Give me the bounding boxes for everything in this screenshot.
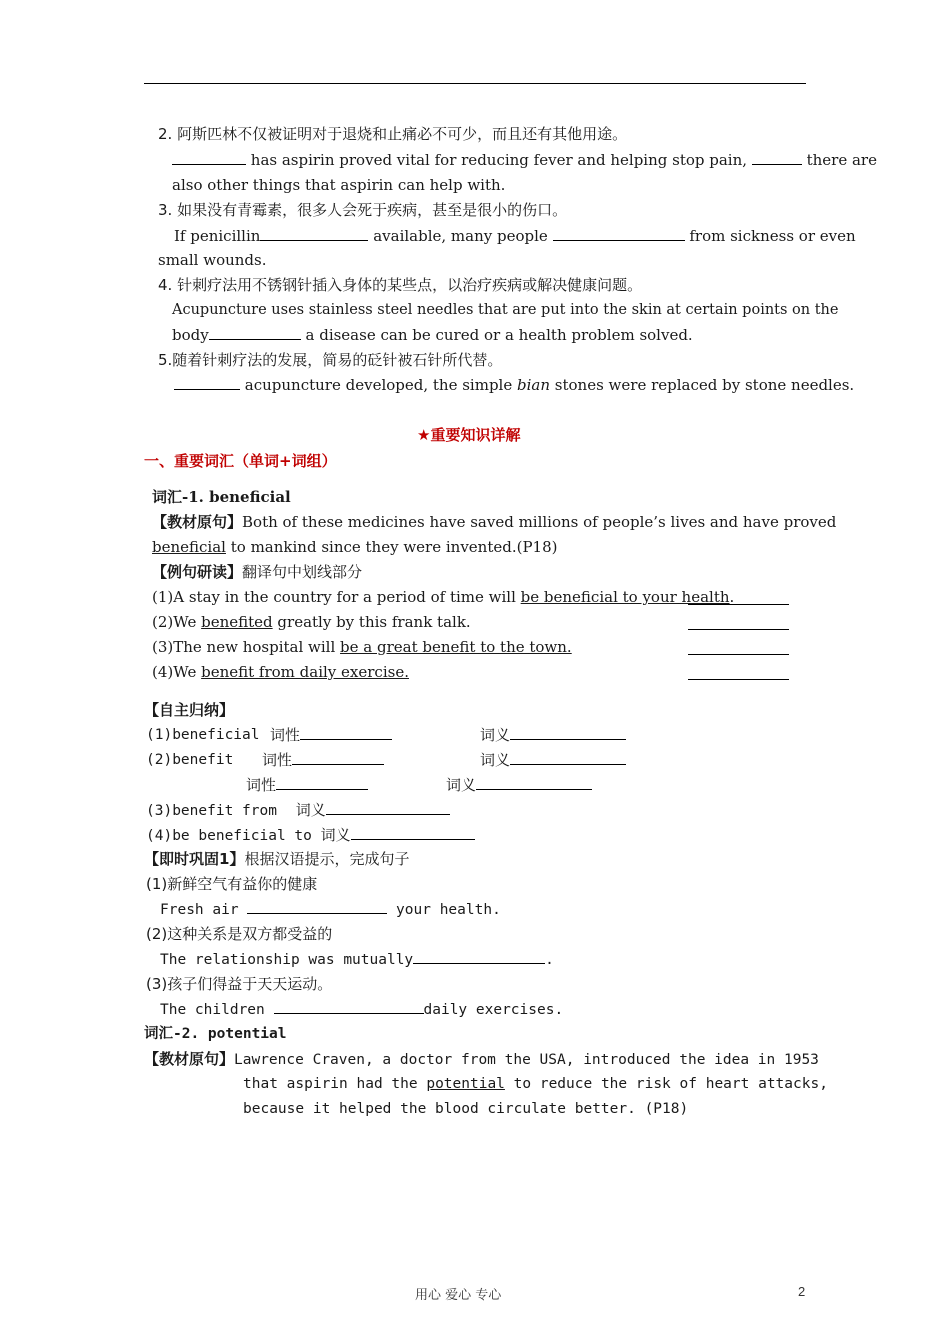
practice-1-english	[160, 899, 501, 920]
summary-3	[146, 800, 450, 821]
answer-blank[interactable]	[752, 150, 802, 165]
item-2-chinese: 2. 阿斯匹林不仅被证明对于退烧和止痛必不可少，而且还有其他用途。	[158, 125, 628, 143]
meaning-label: 词义	[295, 801, 326, 819]
vocab-1-example-heading	[152, 562, 362, 582]
practice-tag: 【即时巩固1】	[144, 850, 245, 868]
answer-blank[interactable]	[209, 325, 301, 340]
answer-blank[interactable]	[292, 750, 384, 765]
pos-label: 词性	[246, 776, 277, 794]
header-rule	[144, 83, 806, 84]
summary-tag: 【自主归纳】	[144, 701, 235, 719]
example-tag: 【例句研读】	[152, 563, 243, 581]
source-text: Both of these medicines have saved millions of people’s lives and have proved	[242, 513, 837, 531]
practice-3-english	[160, 999, 563, 1020]
summary-word: (4)be beneficial to	[146, 828, 312, 844]
practice-text: Fresh air	[160, 902, 239, 918]
answer-blank[interactable]	[260, 226, 368, 241]
example-text: greatly by this frank talk.	[277, 613, 471, 631]
example-4	[152, 662, 409, 682]
example-2	[152, 612, 471, 632]
summary-2-meaning-b	[446, 775, 592, 795]
source-text: Lawrence Craven, a doctor from the USA, introduced the idea in 1953	[234, 1052, 819, 1068]
example-text: (2)We	[152, 613, 197, 631]
meaning-label: 词义	[480, 751, 511, 769]
summary-word: (3)benefit from	[146, 803, 277, 819]
item-2-english-line1	[172, 150, 877, 170]
practice-text: The relationship was mutually	[160, 952, 414, 968]
section-title: ★重要知识详解	[417, 426, 521, 444]
translation-blank[interactable]	[688, 604, 789, 605]
practice-heading	[144, 849, 409, 869]
heading-important-vocab: 一、重要词汇（单词+词组）	[144, 452, 337, 470]
page-number: 2	[798, 1284, 806, 1299]
translation-blank[interactable]	[688, 679, 789, 680]
meaning-label: 词义	[446, 776, 477, 794]
summary-1-pos	[270, 725, 392, 745]
practice-1-chinese: (1)新鲜空气有益你的健康	[146, 875, 318, 893]
answer-blank[interactable]	[510, 725, 626, 740]
sentence-text: from sickness or even	[689, 227, 856, 245]
summary-2-word: (2)benefit	[146, 752, 234, 768]
item-5-english	[174, 375, 854, 395]
item-4-chinese: 4. 针刺疗法用不锈钢针插入身体的某些点，以治疗疾病或解决健康问题。	[158, 276, 643, 294]
vocab-2-source-line3: because it helped the blood circulate better. (P18)	[243, 1101, 689, 1117]
answer-blank[interactable]	[300, 725, 392, 740]
page-footer: 用心 爱心 专心	[415, 1288, 502, 1303]
answer-blank[interactable]	[274, 999, 424, 1014]
underlined-word: potential	[426, 1076, 505, 1092]
underlined-phrase: benefited	[201, 613, 273, 631]
practice-2-english	[160, 949, 554, 970]
answer-blank[interactable]	[174, 375, 240, 390]
summary-1-word: (1)beneficial	[146, 727, 260, 743]
source-tag: 【教材原句】	[144, 1050, 235, 1068]
answer-blank[interactable]	[476, 775, 592, 790]
answer-blank[interactable]	[326, 800, 450, 815]
vocab-1-source-line2	[152, 537, 558, 557]
example-text: (1)A stay in the country for a period of time will	[152, 588, 516, 606]
source-text: to reduce the risk of heart attacks,	[513, 1076, 828, 1092]
answer-blank[interactable]	[553, 226, 685, 241]
item-4-english-line1: Acupuncture uses stainless steel needles that are put into the skin at certain points on the	[172, 302, 839, 318]
practice-text: .	[545, 952, 554, 968]
answer-blank[interactable]	[413, 949, 545, 964]
item-3-english-line1	[174, 226, 856, 246]
source-text: that aspirin had the	[243, 1076, 418, 1092]
example-text: (3)The new hospital will	[152, 638, 336, 656]
practice-instruction: 根据汉语提示，完成句子	[244, 850, 410, 868]
source-text: to mankind since they were invented.(P18)	[230, 538, 558, 556]
source-tag: 【教材原句】	[152, 513, 243, 531]
meaning-label: 词义	[480, 726, 511, 744]
item-3-chinese: 3. 如果没有青霉素，很多人会死于疾病，甚至是很小的伤口。	[158, 201, 568, 219]
summary-2-pos	[262, 750, 384, 770]
italic-term: bian	[517, 376, 551, 394]
practice-text: your health.	[396, 902, 501, 918]
vocab-2-source-line2	[243, 1074, 828, 1094]
example-instruction: 翻译句中划线部分	[242, 563, 363, 581]
answer-blank[interactable]	[510, 750, 626, 765]
summary-2-pos-b	[246, 775, 368, 795]
sentence-text: a disease can be cured or a health problem solved.	[305, 326, 693, 344]
item-4-english-line2	[172, 325, 693, 345]
underlined-phrase: be a great benefit to the town.	[340, 638, 572, 656]
pos-label: 词性	[270, 726, 301, 744]
answer-blank[interactable]	[351, 825, 475, 840]
answer-blank[interactable]	[247, 899, 387, 914]
meaning-label: 词义	[320, 826, 351, 844]
answer-blank[interactable]	[276, 775, 368, 790]
example-3	[152, 637, 572, 657]
vocab-2-source-line1	[144, 1049, 819, 1070]
sentence-text: stones were replaced by stone needles.	[554, 376, 855, 394]
practice-3-chinese: (3)孩子们得益于天天运动。	[146, 975, 333, 993]
summary-4	[146, 825, 475, 846]
vocab-1-source-line1	[152, 512, 836, 532]
sentence-text: If penicillin	[174, 227, 261, 245]
practice-text: daily exercises.	[423, 1002, 564, 1018]
item-2-english-line2: also other things that aspirin can help with.	[172, 176, 506, 194]
sentence-text: available, many people	[373, 227, 548, 245]
sentence-text: has aspirin proved vital for reducing fever and helping stop pain,	[250, 151, 748, 169]
underlined-phrase: be beneficial to your health	[520, 588, 730, 606]
item-3-english-line2: small wounds.	[158, 251, 267, 269]
practice-text: The children	[160, 1002, 265, 1018]
sentence-text: acupuncture developed, the simple	[244, 376, 513, 394]
pos-label: 词性	[262, 751, 293, 769]
translation-blank[interactable]	[688, 629, 789, 630]
vocab-1-title: 词汇-1. beneficial	[152, 488, 291, 506]
practice-2-chinese: (2)这种关系是双方都受益的	[146, 925, 333, 943]
underlined-phrase: benefit from daily exercise.	[201, 663, 409, 681]
vocab-2-title: 词汇-2. potential	[144, 1026, 287, 1042]
example-1: (1)A stay in the country for a period of time will be beneficial to your health.	[152, 588, 735, 606]
sentence-text: body	[172, 326, 209, 344]
sentence-text: there are	[806, 151, 877, 169]
summary-1-meaning	[480, 725, 626, 745]
answer-blank[interactable]	[172, 150, 246, 165]
example-text: (4)We	[152, 663, 197, 681]
summary-2-meaning	[480, 750, 626, 770]
underlined-word: beneficial	[152, 538, 226, 556]
item-5-chinese: 5.随着针刺疗法的发展，简易的砭针被石针所代替。	[158, 351, 503, 369]
translation-blank[interactable]	[688, 654, 789, 655]
